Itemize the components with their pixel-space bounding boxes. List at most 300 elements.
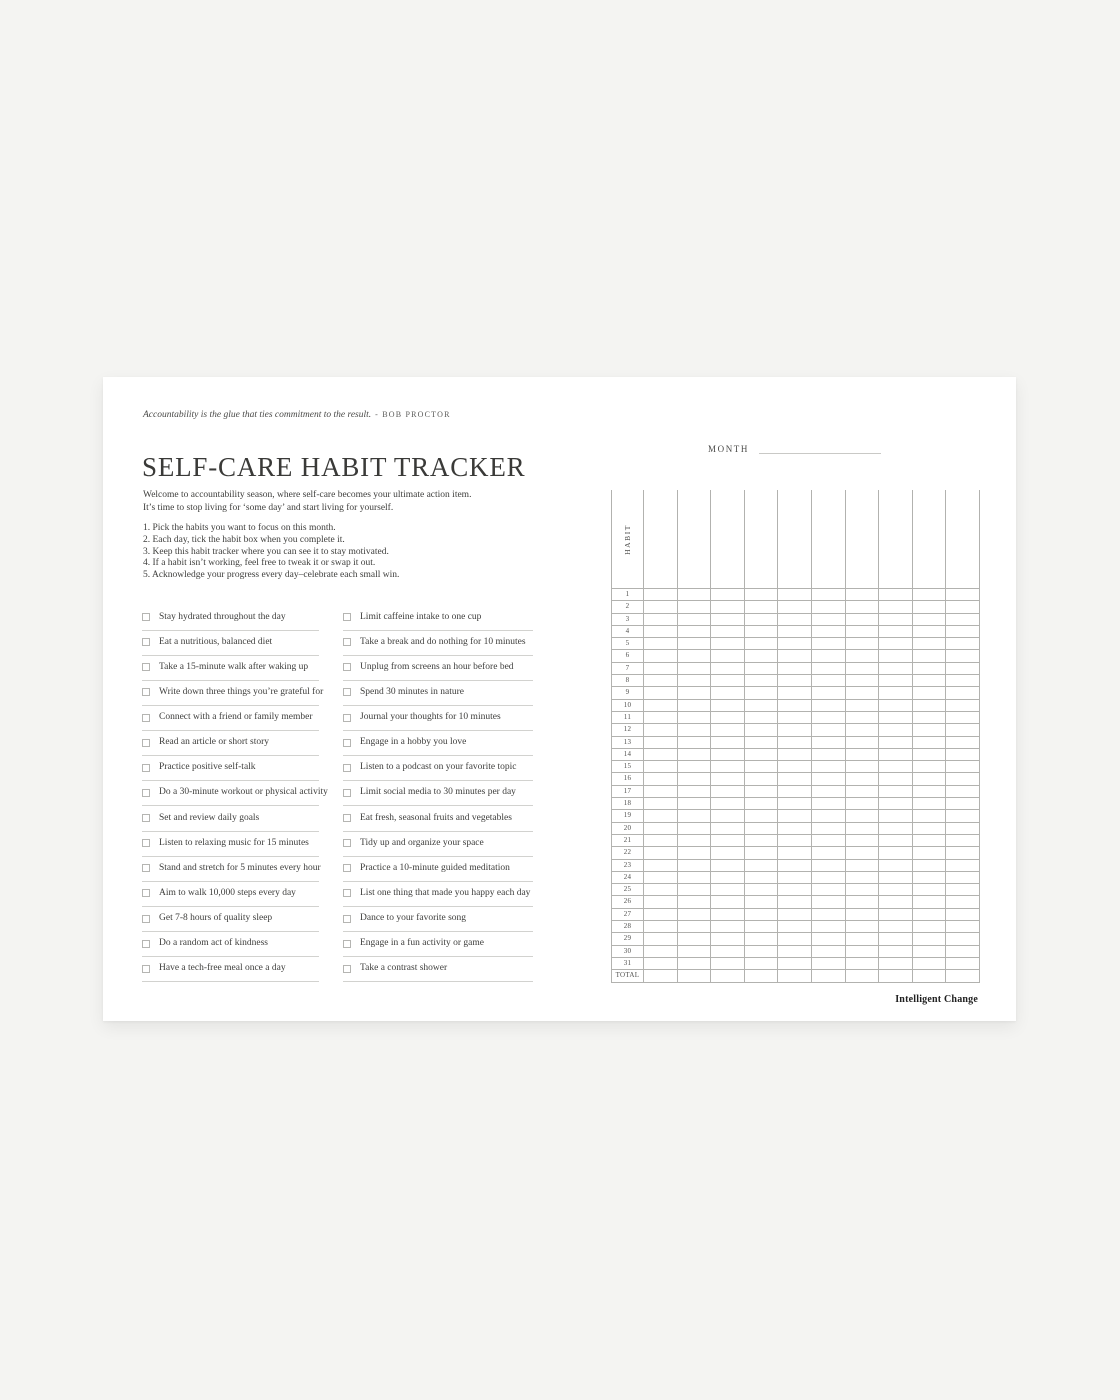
habit-name-write-in-cell[interactable] — [945, 490, 979, 588]
tick-cell[interactable] — [777, 872, 811, 884]
tick-cell[interactable] — [677, 872, 711, 884]
habit-checkbox[interactable] — [343, 764, 351, 772]
tick-cell[interactable] — [744, 638, 778, 650]
tick-cell[interactable] — [845, 749, 879, 761]
tick-cell[interactable] — [777, 896, 811, 908]
tick-cell[interactable] — [643, 724, 677, 736]
tick-cell[interactable] — [710, 860, 744, 872]
tick-cell[interactable] — [643, 761, 677, 773]
tick-cell[interactable] — [643, 921, 677, 933]
tick-cell[interactable] — [811, 626, 845, 638]
tick-cell[interactable] — [744, 798, 778, 810]
tick-cell[interactable] — [744, 946, 778, 958]
tick-cell[interactable] — [811, 761, 845, 773]
tick-cell[interactable] — [643, 958, 677, 970]
tick-cell[interactable] — [945, 712, 979, 724]
tick-cell[interactable] — [777, 810, 811, 822]
tick-cell[interactable] — [945, 896, 979, 908]
tick-cell[interactable] — [677, 921, 711, 933]
tick-cell[interactable] — [878, 921, 912, 933]
tick-cell[interactable] — [811, 958, 845, 970]
habit-checkbox[interactable] — [343, 915, 351, 923]
habit-checkbox[interactable] — [343, 965, 351, 973]
tick-cell[interactable] — [710, 884, 744, 896]
tick-cell[interactable] — [643, 933, 677, 945]
tick-cell[interactable] — [845, 810, 879, 822]
tick-cell[interactable] — [945, 761, 979, 773]
tick-cell[interactable] — [777, 614, 811, 626]
tick-cell[interactable] — [878, 724, 912, 736]
tick-cell[interactable] — [710, 614, 744, 626]
tick-cell[interactable] — [845, 724, 879, 736]
tick-cell[interactable] — [912, 614, 946, 626]
tick-cell[interactable] — [777, 589, 811, 601]
tick-cell[interactable] — [677, 847, 711, 859]
tick-cell[interactable] — [744, 810, 778, 822]
tick-cell[interactable] — [710, 872, 744, 884]
tick-cell[interactable] — [777, 675, 811, 687]
habit-checkbox[interactable] — [343, 789, 351, 797]
tick-cell[interactable] — [643, 835, 677, 847]
tick-cell[interactable] — [677, 737, 711, 749]
tick-cell[interactable] — [878, 650, 912, 662]
tick-cell[interactable] — [811, 589, 845, 601]
tick-cell[interactable] — [677, 810, 711, 822]
habit-checkbox[interactable] — [142, 864, 150, 872]
habit-name-write-in-cell[interactable] — [878, 490, 912, 588]
tick-cell[interactable] — [811, 712, 845, 724]
tick-cell[interactable] — [945, 946, 979, 958]
tick-cell[interactable] — [845, 650, 879, 662]
tick-cell[interactable] — [811, 638, 845, 650]
tick-cell[interactable] — [744, 835, 778, 847]
tick-cell[interactable] — [677, 700, 711, 712]
tick-cell[interactable] — [643, 749, 677, 761]
tick-cell[interactable] — [811, 749, 845, 761]
tick-cell[interactable] — [945, 847, 979, 859]
tick-cell[interactable] — [643, 589, 677, 601]
tick-cell[interactable] — [878, 872, 912, 884]
tick-cell[interactable] — [777, 958, 811, 970]
tick-cell[interactable] — [777, 946, 811, 958]
tick-cell[interactable] — [710, 958, 744, 970]
tick-cell[interactable] — [811, 614, 845, 626]
tick-cell[interactable] — [912, 860, 946, 872]
tick-cell[interactable] — [912, 650, 946, 662]
tick-cell[interactable] — [710, 687, 744, 699]
tick-cell[interactable] — [677, 933, 711, 945]
tick-cell[interactable] — [643, 798, 677, 810]
tick-cell[interactable] — [878, 589, 912, 601]
tick-cell[interactable] — [945, 663, 979, 675]
tick-cell[interactable] — [878, 687, 912, 699]
tick-cell[interactable] — [912, 761, 946, 773]
tick-cell[interactable] — [878, 786, 912, 798]
tick-cell[interactable] — [912, 909, 946, 921]
tick-cell[interactable] — [710, 810, 744, 822]
total-cell[interactable] — [845, 970, 879, 982]
habit-name-write-in-cell[interactable] — [912, 490, 946, 588]
tick-cell[interactable] — [945, 909, 979, 921]
tick-cell[interactable] — [945, 675, 979, 687]
tick-cell[interactable] — [643, 860, 677, 872]
habit-checkbox[interactable] — [142, 965, 150, 973]
habit-checkbox[interactable] — [343, 814, 351, 822]
habit-name-write-in-cell[interactable] — [744, 490, 778, 588]
tick-cell[interactable] — [677, 823, 711, 835]
tick-cell[interactable] — [710, 638, 744, 650]
total-cell[interactable] — [643, 970, 677, 982]
tick-cell[interactable] — [945, 872, 979, 884]
tick-cell[interactable] — [878, 847, 912, 859]
habit-checkbox[interactable] — [142, 764, 150, 772]
tick-cell[interactable] — [878, 933, 912, 945]
tick-cell[interactable] — [710, 773, 744, 785]
tick-cell[interactable] — [878, 823, 912, 835]
habit-checkbox[interactable] — [142, 889, 150, 897]
tick-cell[interactable] — [777, 749, 811, 761]
tick-cell[interactable] — [811, 896, 845, 908]
tick-cell[interactable] — [878, 773, 912, 785]
tick-cell[interactable] — [777, 921, 811, 933]
tick-cell[interactable] — [878, 835, 912, 847]
tick-cell[interactable] — [912, 798, 946, 810]
tick-cell[interactable] — [878, 712, 912, 724]
tick-cell[interactable] — [643, 810, 677, 822]
tick-cell[interactable] — [710, 835, 744, 847]
tick-cell[interactable] — [878, 909, 912, 921]
tick-cell[interactable] — [811, 798, 845, 810]
tick-cell[interactable] — [710, 896, 744, 908]
habit-name-write-in-cell[interactable] — [811, 490, 845, 588]
tick-cell[interactable] — [845, 614, 879, 626]
tick-cell[interactable] — [677, 650, 711, 662]
tick-cell[interactable] — [912, 786, 946, 798]
tick-cell[interactable] — [744, 847, 778, 859]
tick-cell[interactable] — [845, 847, 879, 859]
tick-cell[interactable] — [643, 638, 677, 650]
total-cell[interactable] — [677, 970, 711, 982]
tick-cell[interactable] — [744, 700, 778, 712]
tick-cell[interactable] — [912, 773, 946, 785]
tick-cell[interactable] — [811, 724, 845, 736]
habit-checkbox[interactable] — [343, 613, 351, 621]
tick-cell[interactable] — [945, 737, 979, 749]
total-cell[interactable] — [945, 970, 979, 982]
month-fill-in-line[interactable] — [759, 443, 881, 454]
habit-checkbox[interactable] — [343, 889, 351, 897]
tick-cell[interactable] — [643, 675, 677, 687]
tick-cell[interactable] — [912, 700, 946, 712]
tick-cell[interactable] — [710, 675, 744, 687]
tick-cell[interactable] — [744, 589, 778, 601]
tick-cell[interactable] — [777, 650, 811, 662]
tick-cell[interactable] — [744, 823, 778, 835]
tick-cell[interactable] — [677, 896, 711, 908]
habit-checkbox[interactable] — [343, 739, 351, 747]
habit-checkbox[interactable] — [343, 688, 351, 696]
tick-cell[interactable] — [677, 626, 711, 638]
tick-cell[interactable] — [945, 601, 979, 613]
total-cell[interactable] — [912, 970, 946, 982]
tick-cell[interactable] — [811, 737, 845, 749]
total-cell[interactable] — [878, 970, 912, 982]
tick-cell[interactable] — [878, 946, 912, 958]
tick-cell[interactable] — [945, 810, 979, 822]
tick-cell[interactable] — [777, 773, 811, 785]
tick-cell[interactable] — [845, 896, 879, 908]
tick-cell[interactable] — [845, 737, 879, 749]
tick-cell[interactable] — [845, 687, 879, 699]
tick-cell[interactable] — [677, 749, 711, 761]
tick-cell[interactable] — [677, 884, 711, 896]
tick-cell[interactable] — [643, 737, 677, 749]
tick-cell[interactable] — [945, 835, 979, 847]
tick-cell[interactable] — [643, 650, 677, 662]
tick-cell[interactable] — [777, 687, 811, 699]
tick-cell[interactable] — [643, 884, 677, 896]
tick-cell[interactable] — [643, 786, 677, 798]
habit-checkbox[interactable] — [343, 638, 351, 646]
tick-cell[interactable] — [710, 933, 744, 945]
tick-cell[interactable] — [777, 835, 811, 847]
tick-cell[interactable] — [878, 614, 912, 626]
tick-cell[interactable] — [811, 650, 845, 662]
tick-cell[interactable] — [878, 737, 912, 749]
tick-cell[interactable] — [912, 823, 946, 835]
tick-cell[interactable] — [811, 823, 845, 835]
tick-cell[interactable] — [878, 810, 912, 822]
tick-cell[interactable] — [945, 933, 979, 945]
tick-cell[interactable] — [811, 675, 845, 687]
tick-cell[interactable] — [912, 847, 946, 859]
tick-cell[interactable] — [845, 860, 879, 872]
total-cell[interactable] — [710, 970, 744, 982]
tick-cell[interactable] — [912, 749, 946, 761]
tick-cell[interactable] — [710, 626, 744, 638]
tick-cell[interactable] — [710, 946, 744, 958]
habit-checkbox[interactable] — [142, 789, 150, 797]
tick-cell[interactable] — [643, 946, 677, 958]
tick-cell[interactable] — [643, 872, 677, 884]
tick-cell[interactable] — [845, 675, 879, 687]
tick-cell[interactable] — [777, 847, 811, 859]
tick-cell[interactable] — [643, 663, 677, 675]
tick-cell[interactable] — [912, 724, 946, 736]
tick-cell[interactable] — [677, 724, 711, 736]
habit-checkbox[interactable] — [343, 839, 351, 847]
tick-cell[interactable] — [912, 835, 946, 847]
tick-cell[interactable] — [912, 601, 946, 613]
tick-cell[interactable] — [912, 712, 946, 724]
tick-cell[interactable] — [845, 700, 879, 712]
total-cell[interactable] — [777, 970, 811, 982]
tick-cell[interactable] — [710, 786, 744, 798]
tick-cell[interactable] — [677, 773, 711, 785]
habit-name-write-in-cell[interactable] — [677, 490, 711, 588]
habit-checkbox[interactable] — [343, 940, 351, 948]
tick-cell[interactable] — [744, 614, 778, 626]
tick-cell[interactable] — [845, 933, 879, 945]
tick-cell[interactable] — [710, 798, 744, 810]
tick-cell[interactable] — [777, 638, 811, 650]
habit-checkbox[interactable] — [142, 714, 150, 722]
tick-cell[interactable] — [643, 614, 677, 626]
tick-cell[interactable] — [845, 835, 879, 847]
tick-cell[interactable] — [945, 749, 979, 761]
tick-cell[interactable] — [677, 958, 711, 970]
habit-checkbox[interactable] — [343, 714, 351, 722]
tick-cell[interactable] — [710, 749, 744, 761]
habit-checkbox[interactable] — [142, 613, 150, 621]
tick-cell[interactable] — [677, 860, 711, 872]
tick-cell[interactable] — [811, 946, 845, 958]
tick-cell[interactable] — [878, 638, 912, 650]
tick-cell[interactable] — [777, 786, 811, 798]
tick-cell[interactable] — [811, 687, 845, 699]
tick-cell[interactable] — [845, 712, 879, 724]
total-cell[interactable] — [811, 970, 845, 982]
habit-checkbox[interactable] — [142, 915, 150, 923]
tick-cell[interactable] — [912, 884, 946, 896]
tick-cell[interactable] — [744, 663, 778, 675]
tick-cell[interactable] — [878, 700, 912, 712]
tick-cell[interactable] — [945, 626, 979, 638]
tick-cell[interactable] — [811, 835, 845, 847]
tick-cell[interactable] — [744, 872, 778, 884]
habit-checkbox[interactable] — [142, 663, 150, 671]
tick-cell[interactable] — [845, 589, 879, 601]
tick-cell[interactable] — [945, 884, 979, 896]
tick-cell[interactable] — [878, 601, 912, 613]
tick-cell[interactable] — [744, 884, 778, 896]
tick-cell[interactable] — [912, 675, 946, 687]
tick-cell[interactable] — [811, 786, 845, 798]
tick-cell[interactable] — [945, 589, 979, 601]
tick-cell[interactable] — [811, 933, 845, 945]
tick-cell[interactable] — [677, 835, 711, 847]
tick-cell[interactable] — [878, 860, 912, 872]
tick-cell[interactable] — [744, 933, 778, 945]
tick-cell[interactable] — [811, 601, 845, 613]
tick-cell[interactable] — [777, 601, 811, 613]
tick-cell[interactable] — [845, 786, 879, 798]
tick-cell[interactable] — [845, 884, 879, 896]
tick-cell[interactable] — [777, 626, 811, 638]
tick-cell[interactable] — [945, 798, 979, 810]
tick-cell[interactable] — [744, 921, 778, 933]
tick-cell[interactable] — [878, 675, 912, 687]
tick-cell[interactable] — [710, 847, 744, 859]
tick-cell[interactable] — [744, 958, 778, 970]
tick-cell[interactable] — [878, 761, 912, 773]
tick-cell[interactable] — [945, 614, 979, 626]
tick-cell[interactable] — [710, 601, 744, 613]
tick-cell[interactable] — [710, 650, 744, 662]
tick-cell[interactable] — [710, 823, 744, 835]
habit-name-write-in-cell[interactable] — [845, 490, 879, 588]
tick-cell[interactable] — [945, 700, 979, 712]
tick-cell[interactable] — [643, 687, 677, 699]
habit-checkbox[interactable] — [142, 739, 150, 747]
tick-cell[interactable] — [912, 872, 946, 884]
tick-cell[interactable] — [677, 761, 711, 773]
tick-cell[interactable] — [744, 687, 778, 699]
habit-checkbox[interactable] — [142, 688, 150, 696]
tick-cell[interactable] — [744, 737, 778, 749]
tick-cell[interactable] — [744, 650, 778, 662]
tick-cell[interactable] — [845, 946, 879, 958]
tick-cell[interactable] — [845, 909, 879, 921]
tick-cell[interactable] — [811, 847, 845, 859]
tick-cell[interactable] — [710, 921, 744, 933]
tick-cell[interactable] — [811, 872, 845, 884]
tick-cell[interactable] — [677, 638, 711, 650]
tick-cell[interactable] — [912, 933, 946, 945]
tick-cell[interactable] — [777, 663, 811, 675]
tick-cell[interactable] — [912, 737, 946, 749]
tick-cell[interactable] — [845, 663, 879, 675]
tick-cell[interactable] — [912, 638, 946, 650]
tick-cell[interactable] — [878, 626, 912, 638]
tick-cell[interactable] — [878, 958, 912, 970]
tick-cell[interactable] — [811, 810, 845, 822]
tick-cell[interactable] — [643, 773, 677, 785]
tick-cell[interactable] — [710, 712, 744, 724]
tick-cell[interactable] — [710, 724, 744, 736]
tick-cell[interactable] — [744, 626, 778, 638]
tick-cell[interactable] — [744, 712, 778, 724]
tick-cell[interactable] — [945, 687, 979, 699]
tick-cell[interactable] — [777, 860, 811, 872]
tick-cell[interactable] — [677, 909, 711, 921]
tick-cell[interactable] — [912, 663, 946, 675]
tick-cell[interactable] — [912, 687, 946, 699]
tick-cell[interactable] — [777, 700, 811, 712]
tick-cell[interactable] — [945, 786, 979, 798]
tick-cell[interactable] — [677, 786, 711, 798]
tick-cell[interactable] — [744, 896, 778, 908]
tick-cell[interactable] — [744, 909, 778, 921]
tick-cell[interactable] — [811, 700, 845, 712]
tick-cell[interactable] — [643, 700, 677, 712]
tick-cell[interactable] — [710, 663, 744, 675]
tick-cell[interactable] — [677, 687, 711, 699]
tick-cell[interactable] — [878, 884, 912, 896]
tick-cell[interactable] — [677, 601, 711, 613]
tick-cell[interactable] — [777, 823, 811, 835]
tick-cell[interactable] — [878, 749, 912, 761]
total-cell[interactable] — [744, 970, 778, 982]
tick-cell[interactable] — [845, 823, 879, 835]
tick-cell[interactable] — [845, 921, 879, 933]
tick-cell[interactable] — [811, 663, 845, 675]
habit-name-write-in-cell[interactable] — [777, 490, 811, 588]
tick-cell[interactable] — [945, 921, 979, 933]
tick-cell[interactable] — [811, 921, 845, 933]
tick-cell[interactable] — [878, 798, 912, 810]
tick-cell[interactable] — [912, 921, 946, 933]
tick-cell[interactable] — [945, 724, 979, 736]
tick-cell[interactable] — [710, 589, 744, 601]
habit-checkbox[interactable] — [343, 663, 351, 671]
tick-cell[interactable] — [744, 601, 778, 613]
tick-cell[interactable] — [643, 712, 677, 724]
tick-cell[interactable] — [845, 601, 879, 613]
tick-cell[interactable] — [677, 712, 711, 724]
tick-cell[interactable] — [744, 773, 778, 785]
tick-cell[interactable] — [845, 626, 879, 638]
